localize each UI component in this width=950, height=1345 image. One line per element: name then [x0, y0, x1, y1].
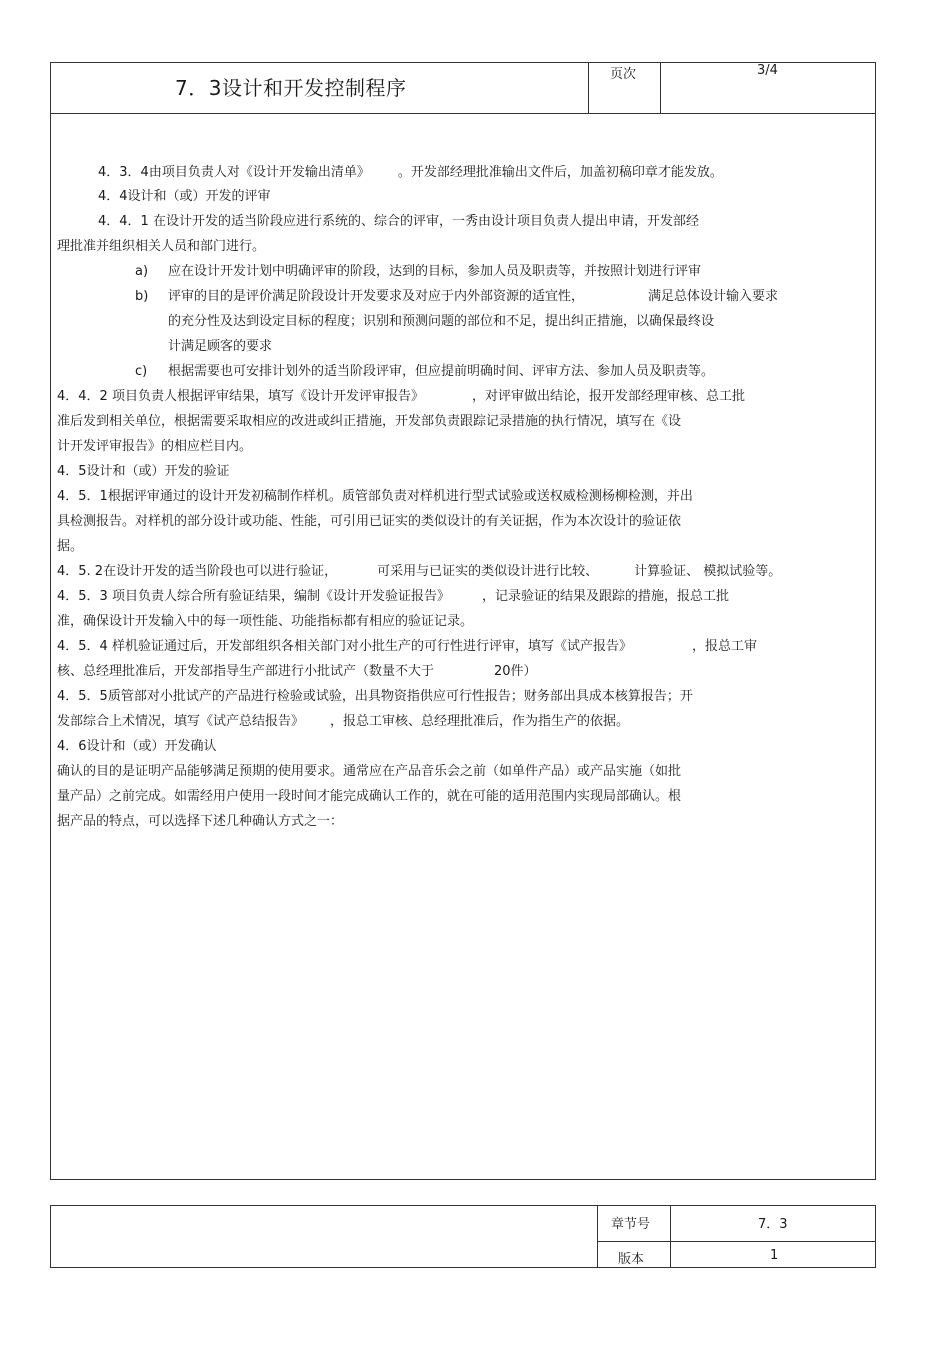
footer-table: [50, 1205, 876, 1268]
text-segment: 评审的目的是评价满足阶段设计开发要求及对应于内外部资源的适宜性，: [168, 289, 585, 304]
body-line: [57, 788, 681, 806]
body-line: [57, 588, 729, 606]
text-segment: 准，确保设计开发输入中的每一项性能、功能指标都有相应的验证记录。: [57, 614, 474, 629]
body-line: [98, 213, 699, 231]
chapter-value: 7．3: [758, 1217, 788, 1232]
body-line: [57, 813, 343, 831]
footer-col-divider-2: [670, 1205, 671, 1268]
footer-row-divider: [597, 1241, 876, 1242]
text-segment: 4．5．5质管部对小批试产的产品进行检验或试验，出具物资指供应可行性报告；财务部出具成本核算报告；开: [57, 689, 693, 704]
version-label: 版本: [618, 1252, 645, 1267]
body-line: [57, 638, 757, 656]
text-segment: 4．5．3 项目负责人综合所有验证结果，编制《设计开发验证报告》: [57, 589, 450, 604]
body-line: [57, 413, 681, 431]
text-segment: 理批准并组织相关人员和部门进行。: [57, 239, 266, 254]
section-heading: [57, 738, 217, 756]
text-segment: 据产品的特点，可以选择下述几种确认方式之一：: [57, 814, 344, 829]
text-segment: 满足总体设计输入要求: [648, 289, 779, 304]
text-segment: 可采用与已证实的类似设计进行比较、: [377, 564, 599, 579]
document-title: 7．3设计和开发控制程序: [175, 76, 407, 100]
header-divider: [50, 113, 876, 114]
body-line: [57, 488, 693, 506]
text-segment: ，对评审做出结论，报开发部经理审核、总工批: [471, 389, 745, 404]
text-segment: ，记录验证的结果及跟踪的措施，报总工批: [481, 589, 729, 604]
body-line: [57, 538, 83, 556]
body-line: [57, 563, 781, 581]
body-line: [57, 763, 681, 781]
text-segment: 发部综合上术情况，填写《试产总结报告》: [57, 714, 305, 729]
list-item: [168, 263, 701, 281]
version-value: 1: [770, 1248, 779, 1263]
text-segment: 根据需要也可安排计划外的适当阶段评审，但应提前明确时间、评审方法、参加人员及职责等。: [168, 364, 715, 379]
text-segment: 4．4设计和（或）开发的评审: [98, 189, 271, 204]
text-segment: 量产品）之前完成。如需经用户使用一段时间才能完成确认工作的，就在可能的适用范围内实现局部确认。根: [57, 789, 682, 804]
body-line: [57, 438, 252, 456]
text-segment: 据。: [57, 539, 84, 554]
text-segment: 4．4．1 在设计开发的适当阶段应进行系统的、综合的评审，一秀由设计项目负责人提出申请，开发部经: [98, 214, 699, 229]
text-segment: 的充分性及达到设定目标的程度；识别和预测问题的部位和不足，提出纠正措施，以确保最终设: [168, 314, 715, 329]
text-segment: 4．3．4由项目负责人对《设计开发输出清单》: [98, 165, 370, 180]
body-line: [98, 164, 723, 182]
text-segment: 4．5．4 样机验证通过后，开发部组织各相关部门对小批生产的可行性进行评审，填写《试产报告》: [57, 639, 632, 654]
text-segment: 核、总经理批准后，开发部指导生产部进行小批试产（数量不大于: [57, 664, 435, 679]
text-segment: ，报总工审: [691, 639, 757, 654]
list-marker: b): [135, 289, 149, 304]
body-line: [57, 513, 681, 531]
page-label: 页次: [610, 67, 637, 82]
footer-col-divider-1: [597, 1205, 598, 1268]
list-marker: a): [135, 264, 149, 279]
body-line: [57, 613, 473, 631]
section-heading: [57, 463, 230, 481]
body-line: [57, 238, 265, 256]
text-segment: 20件）: [494, 664, 537, 679]
text-segment: 计算验证、 模拟试验等。: [634, 564, 782, 579]
text-segment: 确认的目的是证明产品能够满足预期的使用要求。通常应在产品音乐会之前（如单件产品）或产品实施（如批: [57, 764, 682, 779]
list-item: [168, 288, 778, 306]
text-segment: 计满足顾客的要求: [168, 339, 273, 354]
list-marker: c): [135, 364, 148, 379]
body-line: [57, 388, 745, 406]
text-segment: 具检测报告。对样机的部分设计或功能、性能，可引用已证实的类似设计的有关证据，作为本次设计的验证依: [57, 514, 682, 529]
header-col-divider-2: [660, 62, 661, 113]
chapter-label: 章节号: [611, 1217, 651, 1232]
text-segment: 4．5．1根据评审通过的设计开发初稿制作样机。质管部负责对样机进行型式试验或送权威检测杨柳检测，并出: [57, 489, 693, 504]
text-segment: 准后发到相关单位，根据需要采取相应的改进或纠正措施，开发部负责跟踪记录措施的执行情况，填写在《设: [57, 414, 682, 429]
text-segment: 4．5设计和（或）开发的验证: [57, 464, 230, 479]
text-segment: ，报总工审核、总经理批准后，作为指生产的依据。: [330, 714, 630, 729]
section-heading: [98, 188, 271, 206]
page-number: 3/4: [757, 63, 778, 78]
text-segment: 4．5. 2在设计开发的适当阶段也可以进行验证，: [57, 564, 338, 579]
text-segment: 计开发评审报告》的相应栏目内。: [57, 439, 253, 454]
body-line: [57, 713, 629, 731]
body-line: [57, 663, 537, 681]
list-item-continuation: [168, 338, 272, 356]
text-segment: 应在设计开发计划中明确评审的阶段，达到的目标，参加人员及职责等，并按照计划进行评审: [168, 264, 702, 279]
body-line: [57, 688, 693, 706]
list-item: [168, 363, 714, 381]
text-segment: 。开发部经理批准输出文件后，加盖初稿印章才能发放。: [397, 165, 723, 180]
header-col-divider-1: [588, 62, 589, 113]
text-segment: 4．4．2 项目负责人根据评审结果，填写《设计开发评审报告》: [57, 389, 424, 404]
text-segment: 4．6设计和（或）开发确认: [57, 739, 217, 754]
list-item-continuation: [168, 313, 714, 331]
